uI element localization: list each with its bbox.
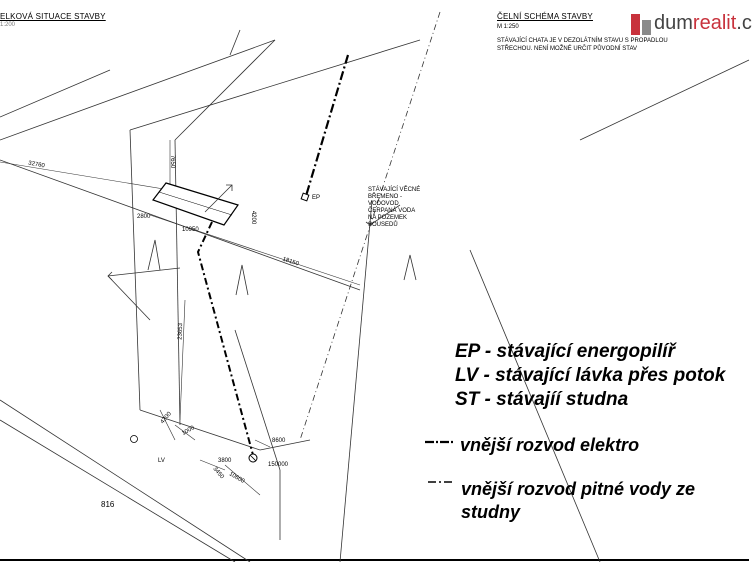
dumrealit-logo — [630, 8, 752, 38]
logo-wordmark: dumrealit.c — [654, 11, 752, 34]
legend-electro: vnější rozvod elektro — [460, 435, 640, 455]
right-note-line2: STŘECHOU. NENÍ MOŽNÉ URČIT PŮVODNÍ STAV — [497, 46, 638, 52]
lv-marker — [131, 436, 138, 443]
lv-label: LV — [158, 458, 165, 464]
water-line — [198, 222, 253, 455]
left-drawing-scale: 1:200 — [0, 22, 16, 28]
dimension-label: 10950 — [182, 227, 199, 233]
dimension-label: 10600 — [227, 471, 246, 485]
parcel-number: 816 — [101, 500, 115, 509]
legend-water-line2: studny — [461, 502, 521, 522]
dimension-label: 3800 — [218, 458, 232, 464]
house-footprint — [153, 183, 238, 225]
legend-water-line1: vnější rozvod pitné vody ze — [461, 479, 696, 499]
dimension-label: 2800 — [137, 214, 151, 220]
house-logo-icon — [630, 10, 652, 36]
easement-note: STÁVAJÍCÍ VĚCNÉ BŘEMENO - VODOVOD ČERPANÁ VODA NA POZEMEK SOUSEDŮ — [368, 187, 421, 228]
right-note-line1: STÁVAJÍCÍ CHATA JE V DEZOLÁTNÍM STAVU S PROPADLOU — [497, 38, 668, 44]
ep-label: EP — [312, 195, 321, 201]
right-drawing-title: ČELNÍ SCHÉMA STAVBY — [497, 12, 593, 21]
dimension-label: 7650 — [169, 154, 176, 169]
dimension-label: 8600 — [272, 438, 286, 444]
dimension-label: 150000 — [268, 462, 289, 468]
ep-marker — [301, 193, 309, 201]
dimension-label: 1000 — [181, 425, 196, 438]
dimension-label: 4200 — [250, 210, 257, 225]
legend-lv: LV - stávající lávka přes potok — [455, 365, 726, 386]
dimension-label: 4200 — [159, 411, 173, 426]
slope-markers — [148, 240, 416, 295]
dimension-label: 32760 — [27, 160, 46, 170]
electro-line — [306, 55, 348, 196]
dimension-label: 18150 — [281, 256, 300, 268]
right-drawing-scale: M 1:250 — [497, 24, 519, 30]
dimension-label: 3450 — [211, 466, 225, 481]
dimension-label: 23653 — [177, 323, 185, 340]
legend-st: ST - stávajíí studna — [455, 389, 629, 410]
legend-ep: EP - stávající energopilíř — [455, 341, 675, 362]
left-drawing-title: ELKOVÁ SITUACE STAVBY — [0, 12, 106, 21]
